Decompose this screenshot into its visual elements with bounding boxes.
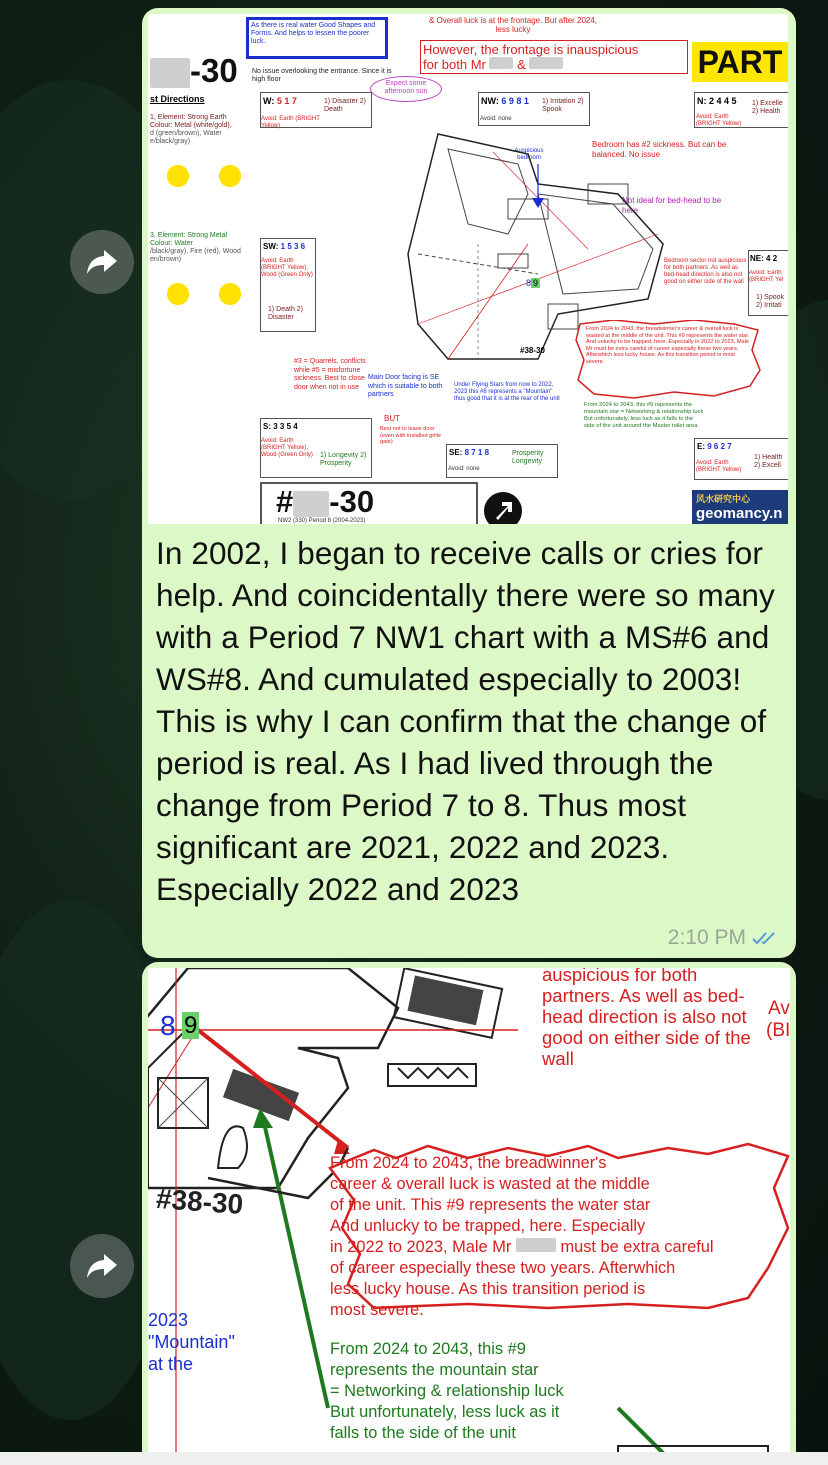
sector-avoid: Avoid: none — [448, 466, 480, 472]
sector-label: E: 9 6 2 7 — [697, 442, 732, 451]
zoom-unit-number: #38-30 — [155, 1182, 245, 1221]
sector-notes: 1) Health 2) Excell — [754, 454, 783, 469]
mountain-line: From 2024 to 2043, this #9 — [330, 1340, 526, 1358]
mountain-line: represents the mountain star — [330, 1361, 539, 1379]
main-door-note: Main Door facing is SE which is suitable to both partners — [368, 374, 443, 398]
left-note-2023: 2023 — [148, 1310, 189, 1330]
sector-label: NE: 4 2 — [750, 254, 778, 263]
auspicious-bedroom-note: Auspicious bedroom — [514, 148, 544, 161]
message-bubble[interactable] — [142, 8, 796, 958]
frontage-sub: for both Mr & — [423, 57, 563, 72]
sector-avoid: Avoid: Earth (BRIGHT Yellow) — [696, 460, 742, 473]
bedroom-sector-note: Bedroom sector not auspicious for both partners. As well as bed-head direction is also not good on either side of the wall — [664, 258, 747, 285]
not-ideal-note: Not ideal for bed-head to be here — [622, 196, 722, 215]
brand-cn: 风水研究中心 — [696, 494, 751, 504]
mountain-line: = Networking & relationship luck — [330, 1382, 564, 1400]
period-line: NW2 (330) Period 8 (2004-2023) — [278, 518, 366, 524]
unit-bottom-label: # -30 — [276, 484, 375, 519]
directions-line: 1, Element: Strong Earth — [150, 114, 227, 121]
plan-star-8: 8 9 — [526, 278, 539, 288]
message-text: In 2002, I began to receive calls or cries for help. And coincidentally there were so many with a Period 7 NW1 chart with a MS#6 and WS#8. And cumulated especially to 2003! This is why I can confirm that the change of period is real. As I had lived through the change from Period 7 to 8. Thus most significant are 2021, 2022 and 2023. Especially 2022 and 2023 — [156, 535, 775, 907]
message-meta — [668, 926, 780, 950]
top-note: As there is real water Good Shapes and Forms. And helps to lessen the poorer luck. — [246, 17, 388, 59]
sector-avoid: Avoid: Earth (BRIGHT Yellow) — [261, 116, 320, 129]
north-arrow-icon — [484, 492, 522, 524]
sector-notes: 1) Death 2) Disaster — [268, 306, 304, 321]
breadwinner-line: in 2022 to 2023, Male Mr must be extra careful — [330, 1238, 714, 1256]
forward-button[interactable] — [70, 230, 134, 294]
sector-avoid: Avoid: Earth (BRIGHT Yellow) — [696, 114, 742, 127]
breadwinner-line: of the unit. This #9 represents the water star — [330, 1196, 651, 1214]
sector-notes: 1) Irritation 2) Spook — [542, 98, 584, 113]
message-time: 2:10 PM — [667, 926, 746, 949]
floor-plan-image[interactable] — [148, 14, 788, 524]
sector-label: S: 3 3 5 4 — [263, 422, 298, 431]
breadwinner-line: most severe. — [330, 1301, 424, 1319]
brand-name: geomancy.n — [696, 505, 783, 522]
breadwinner-line: of career especially these two years. Afterwhich — [330, 1259, 676, 1277]
double-check-icon — [752, 930, 780, 946]
breadwinner-line: From 2024 to 2043, the breadwinner's — [330, 1154, 607, 1172]
directions-line: 3, Element: Strong Metal — [150, 232, 228, 239]
zoom-star-8: 8 — [160, 1010, 176, 1041]
sector-avoid: Avoid: Earth (BRIGHT Yellow), Wood (Green Only) — [261, 258, 313, 278]
breadwinner-line: And unlucky to be trapped, here. Especially — [330, 1217, 646, 1235]
brand-logo — [692, 490, 788, 524]
left-note-mountain: "Mountain" — [148, 1332, 235, 1352]
mountain-line: But unfortunately, less luck as it — [330, 1403, 560, 1421]
sector-label: N: 2 4 4 5 — [697, 96, 737, 106]
message-bubble[interactable] — [142, 962, 796, 1452]
forward-arrow-icon — [86, 248, 118, 276]
compass-icon — [156, 154, 200, 198]
mountain-line: falls to the side of the unit — [330, 1424, 516, 1442]
plan-unit-number: #38-30 — [520, 346, 545, 355]
compass-icon — [156, 272, 200, 316]
unit-label-top: -30 — [150, 52, 238, 90]
sector-text: auspicious for both partners. As well as bed-head direction is also not good on either side of the wall — [542, 968, 751, 1069]
directions-line: d (green/brown), Water — [150, 130, 222, 137]
top-center-note: & Overall luck is at the frontage. But after 2024, less lucky — [428, 16, 598, 34]
directions-line: /black/gray), Fire (red), Wood — [150, 248, 241, 255]
bedroom-sick-note: Bedroom has #2 sickness. But can be balanced. No issue — [592, 140, 727, 159]
compass-icon — [208, 154, 252, 198]
sector-notes: Prosperity Longevity — [512, 450, 544, 465]
sector-notes: 1) Spook 2) Irritati — [756, 294, 785, 309]
quarrels-note: #3 = Quarrels, conflicts while #5 = misfortune sickness. Best to close door when not in use — [294, 358, 366, 391]
sector-label: SE: 8 7 1 8 — [449, 448, 490, 457]
directions-line: e/black/gray) — [150, 138, 191, 145]
sector-label: W: 5 1 7 — [263, 96, 297, 106]
breadwinner-line: career & overall luck is wasted at the middle — [330, 1175, 650, 1193]
directions-line: Colour: Water — [150, 240, 193, 247]
breadwinner-line: less lucky house. As this transition period is — [330, 1280, 646, 1298]
sector-avoid: Avoid: Earth (BRIGHT Yellow), Wood (Green Only) — [261, 438, 313, 458]
directions-line: en/brown) — [150, 256, 182, 263]
av-label: Av — [768, 998, 790, 1019]
mountain-star-note: From 2024 to 2043, this #9 represents the mountain star = Networking & relationship luck But unfortunately, less luck as it falls to the side of the unit around the Master toilet area — [584, 402, 704, 429]
flying-stars-note: Under Flying Stars from now to 2022, 2023 this #8 represents a "Mountain" thus good that it is at the rear of the unit — [454, 382, 560, 402]
frontage-title: However, the frontage is inauspicious — [423, 42, 639, 57]
left-note-atthe: at the — [148, 1354, 194, 1374]
expect-sun: Expect some afternoon sun — [370, 76, 442, 102]
sector-label: SW: 1 5 3 6 — [263, 242, 306, 251]
breadwinner-note: From 2024 to 2043, the breadwinner's career & overall luck is wasted at the middle of the unit. This #9 represents the water star And unlucky to be trapped, here. Especially in 2022 to 2023, Male Mr must be extra careful of career especially these two years. Afterwhich less lucky house. As this transition period is most severe. — [586, 326, 749, 365]
sector-notes: 1) Excelle 2) Health — [752, 100, 783, 115]
forward-arrow-icon — [86, 1252, 118, 1280]
no-issue-note: No issue overlooking the entrance. Since it is high floor — [252, 68, 392, 83]
sector-label: NW: 6 9 8 1 — [481, 96, 529, 106]
but-label: BUT — [384, 414, 400, 423]
sector-avoid: Avoid: none — [480, 116, 512, 122]
bi-label: (BI — [766, 1020, 790, 1041]
directions-title: st Directions — [150, 94, 205, 104]
part-label: PART — [692, 42, 788, 82]
forward-button[interactable] — [70, 1234, 134, 1298]
compass-icon — [208, 272, 252, 316]
directions-line: Colour: Metal (white/gold), — [150, 122, 232, 129]
sector-notes: 1) Disaster 2) Death — [324, 98, 367, 113]
zoom-star-9: 9 — [184, 1012, 198, 1039]
sector-avoid: Avoid: Earth (BRIGHT Yel — [749, 270, 784, 283]
floor-plan-zoom-image[interactable] — [148, 968, 790, 1452]
best-not-note: Best not to leave door (even with installed grille gate) — [380, 426, 441, 446]
sector-notes: 1) Longevity 2) Prosperity — [320, 452, 367, 467]
composer-edge — [0, 1452, 828, 1465]
